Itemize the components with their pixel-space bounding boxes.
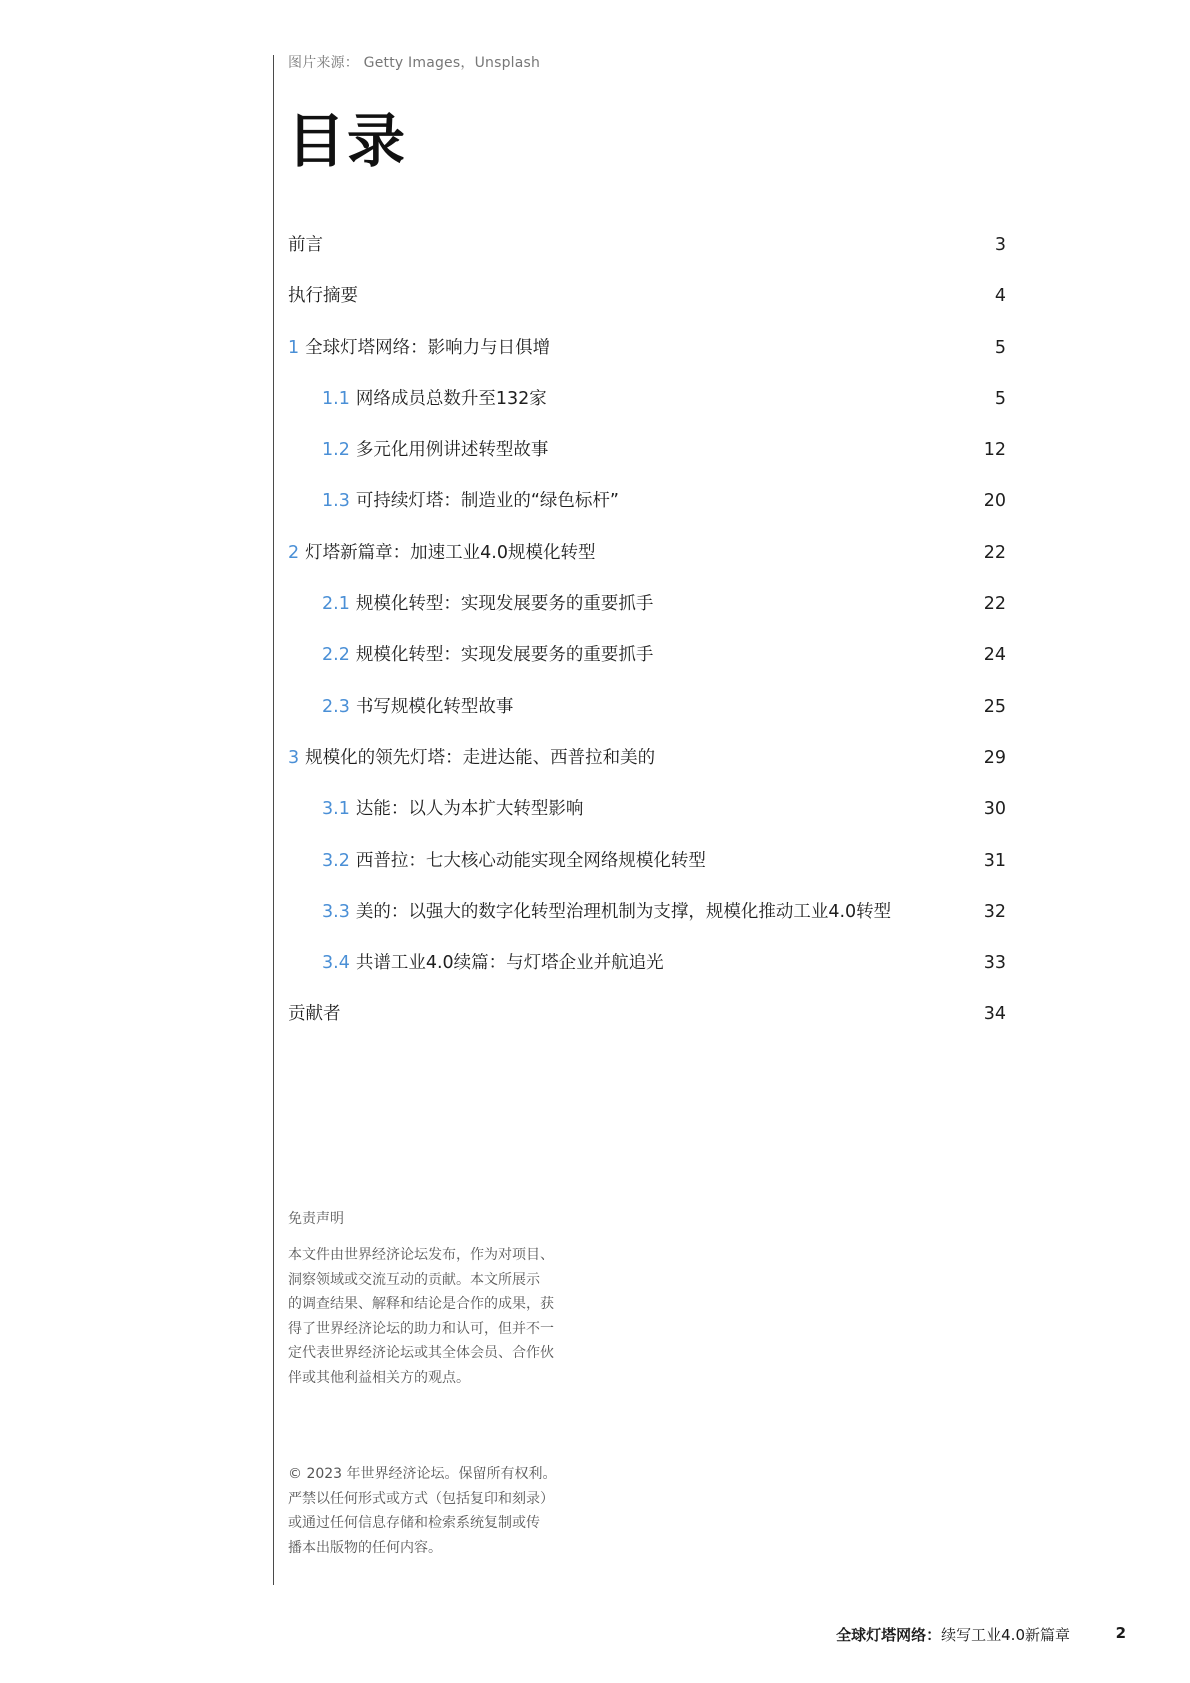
toc-entry-title[interactable] [288, 694, 513, 720]
toc-entry[interactable] [288, 488, 1006, 539]
footer-title-bold: 全球灯塔网络： [836, 1626, 942, 1644]
toc-entry[interactable] [288, 386, 1006, 437]
toc-entry-page: 25 [983, 696, 1006, 717]
toc-entry-text: 贡献者 [288, 1004, 341, 1025]
toc-entry-text: 多元化用例讲述转型故事 [355, 440, 549, 461]
toc-entry-title[interactable] [288, 335, 550, 361]
copyright-line: 或通过任何信息存储和检索系统复制或传 [288, 1515, 540, 1531]
toc-entry-number: 3.3 [322, 901, 350, 922]
disclaimer-line: 本文件由世界经济论坛发布，作为对项目、 [288, 1247, 554, 1263]
page-title: 目录 [287, 107, 408, 175]
toc-entry[interactable] [288, 796, 1006, 847]
toc-entry-text: 规模化转型：实现发展要务的重要抓手 [355, 645, 654, 666]
toc-entry-page: 5 [994, 388, 1006, 409]
toc-entry-page: 29 [983, 747, 1006, 768]
toc-entry-text: 书写规模化转型故事 [355, 696, 514, 717]
toc-entry-page: 24 [983, 645, 1006, 666]
toc-entry-number: 2.1 [322, 594, 350, 615]
toc-entry[interactable] [288, 591, 1006, 642]
toc-entry-text: 西普拉：七大核心动能实现全网络规模化转型 [355, 850, 706, 871]
toc-entry-text: 全球灯塔网络：影响力与日俱增 [305, 337, 551, 358]
toc-entry-title[interactable] [288, 283, 358, 309]
vertical-rule [273, 55, 274, 1585]
toc-entry-title[interactable] [288, 848, 706, 874]
disclaimer-line: 定代表世界经济论坛或其全体会员、合作伙 [288, 1345, 554, 1361]
toc-entry-text: 灯塔新篇章：加速工业4.0规模化转型 [305, 542, 596, 563]
toc-entry-page: 20 [983, 491, 1006, 512]
disclaimer-body [288, 1243, 573, 1390]
toc-entry[interactable] [288, 694, 1006, 745]
toc-entry-title[interactable] [288, 232, 323, 258]
toc-entry-number: 1.3 [322, 491, 350, 512]
copyright-notice [288, 1462, 578, 1560]
toc-entry-title[interactable] [288, 437, 548, 463]
toc-entry-number: 1 [288, 337, 300, 358]
copyright-line: 播本出版物的任何内容。 [288, 1539, 442, 1556]
toc-entry-page: 4 [994, 286, 1006, 307]
toc-entry-title[interactable] [288, 950, 664, 976]
toc-entry-number: 1.1 [322, 388, 350, 409]
toc-entry-text: 前言 [288, 235, 323, 255]
toc-entry-number: 2 [288, 542, 300, 563]
toc-entry-page: 30 [983, 799, 1006, 820]
toc-entry-number: 1.2 [322, 440, 350, 461]
toc-entry-text: 美的：以强大的数字化转型治理机制为支撑，规模化推动工业4.0转型 [355, 901, 892, 922]
disclaimer-line: 伴或其他利益相关方的观点。 [288, 1369, 470, 1386]
disclaimer-line: 洞察领域或交流互动的贡献。本文所展示 [288, 1271, 540, 1288]
table-of-contents [288, 232, 1006, 1053]
footer-title-rest: 续写工业4.0新篇章 [941, 1626, 1070, 1644]
toc-entry[interactable] [288, 335, 1006, 386]
toc-entry-title[interactable] [288, 386, 547, 412]
toc-entry[interactable] [288, 642, 1006, 693]
toc-entry[interactable] [288, 745, 1006, 796]
toc-entry-page: 22 [983, 594, 1006, 615]
footer-title [836, 1624, 1070, 1645]
toc-entry-title[interactable] [288, 745, 655, 771]
toc-entry-number: 3.2 [322, 850, 350, 871]
toc-entry[interactable] [288, 899, 1006, 950]
toc-entry-page: 3 [994, 235, 1006, 255]
disclaimer-title: 免责声明 [288, 1211, 344, 1227]
toc-entry-text: 执行摘要 [288, 286, 358, 307]
footer-page-number: 2 [1115, 1624, 1126, 1642]
toc-entry-text: 规模化转型：实现发展要务的重要抓手 [355, 594, 654, 615]
toc-entry-page: 31 [983, 850, 1006, 871]
toc-entry-number: 2.2 [322, 645, 350, 666]
toc-entry-title[interactable] [288, 899, 891, 925]
image-credit: 图片来源： Getty Images，Unsplash [288, 55, 541, 71]
toc-entry-number: 3 [288, 747, 300, 768]
toc-entry-page: 34 [983, 1004, 1006, 1025]
toc-entry[interactable] [288, 283, 1006, 334]
toc-entry-number: 3.4 [322, 953, 350, 974]
toc-entry-title[interactable] [288, 796, 583, 822]
toc-entry-text: 网络成员总数升至132家 [355, 388, 547, 409]
toc-entry-number: 2.3 [322, 696, 350, 717]
toc-entry[interactable] [288, 437, 1006, 488]
toc-entry-title[interactable] [288, 488, 619, 514]
toc-entry-title[interactable] [288, 591, 653, 617]
toc-entry-text: 规模化的领先灯塔：走进达能、西普拉和美的 [305, 747, 656, 768]
toc-entry[interactable] [288, 540, 1006, 591]
copyright-line: 严禁以任何形式或方式（包括复印和刻录） [288, 1490, 554, 1507]
toc-entry-number: 3.1 [322, 799, 350, 820]
toc-entry[interactable] [288, 950, 1006, 1001]
toc-entry-title[interactable] [288, 642, 653, 668]
copyright-line: © 2023 年世界经济论坛。保留所有权利。 [288, 1466, 557, 1482]
toc-entry-page: 22 [983, 542, 1006, 563]
toc-entry-page: 12 [983, 440, 1006, 461]
toc-entry[interactable] [288, 848, 1006, 899]
toc-entry-page: 5 [994, 337, 1006, 358]
toc-entry[interactable] [288, 1001, 1006, 1052]
toc-entry-page: 32 [983, 901, 1006, 922]
toc-entry-title[interactable] [288, 1001, 341, 1027]
disclaimer-line: 得了世界经济论坛的助力和认可，但并不一 [288, 1320, 554, 1337]
toc-entry-page: 33 [983, 953, 1006, 974]
toc-entry-text: 达能：以人为本扩大转型影响 [355, 799, 584, 820]
disclaimer-line: 的调查结果、解释和结论是合作的成果，获 [288, 1296, 554, 1312]
toc-entry-text: 可持续灯塔：制造业的“绿色标杆” [355, 491, 619, 512]
toc-entry-title[interactable] [288, 540, 595, 566]
toc-entry[interactable] [288, 232, 1006, 283]
toc-entry-text: 共谱工业4.0续篇：与灯塔企业并航追光 [355, 953, 664, 974]
